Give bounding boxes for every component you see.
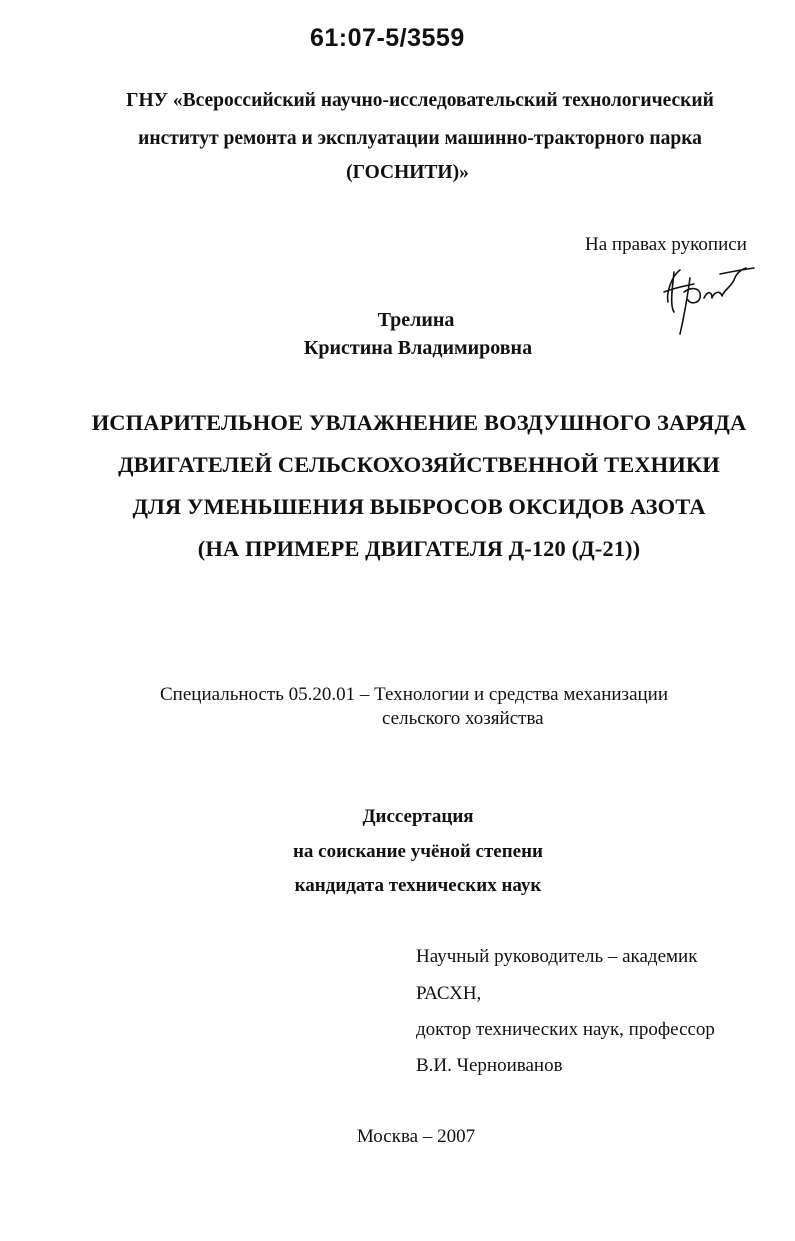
catalog-number: 61:07-5/3559	[310, 24, 465, 52]
supervisor-line-3: доктор технических наук, профессор	[416, 1019, 715, 1040]
institution-line-1: ГНУ «Всероссийский научно-исследовательский технологический	[126, 90, 714, 111]
author-given-names: Кристина Владимировна	[303, 337, 533, 359]
city-year: Москва – 2007	[356, 1126, 476, 1147]
title-line-2: ДВИГАТЕЛЕЙ СЕЛЬСКОХОЗЯЙСТВЕННОЙ ТЕХНИКИ	[118, 452, 720, 477]
title-line-1: ИСПАРИТЕЛЬНОЕ УВЛАЖНЕНИЕ ВОЗДУШНОГО ЗАРЯДА	[91, 410, 747, 435]
rights-note: На правах рукописи	[585, 234, 747, 255]
title-line-3: ДЛЯ УМЕНЬШЕНИЯ ВЫБРОСОВ ОКСИДОВ АЗОТА	[132, 494, 706, 519]
institution-line-2: институт ремонта и эксплуатации машинно-тракторного парка	[138, 128, 702, 149]
supervisor-line-2: РАСХН,	[416, 983, 482, 1004]
supervisor-name: В.И. Черноиванов	[416, 1055, 563, 1076]
dissertation-degree-line: на соискание учёной степени	[292, 841, 543, 862]
dissertation-degree-name: кандидата технических наук	[294, 875, 542, 896]
title-line-4: (НА ПРИМЕРЕ ДВИГАТЕЛЯ Д-120 (Д-21))	[197, 536, 641, 561]
specialty-line-1: Специальность 05.20.01 – Технологии и средства механизации	[160, 684, 668, 705]
author-surname: Трелина	[377, 309, 455, 331]
supervisor-line-1: Научный руководитель – академик	[416, 946, 698, 967]
dissertation-label: Диссертация	[362, 806, 474, 827]
institution-line-3: (ГОСНИТИ)»	[346, 162, 469, 183]
specialty-line-2: сельского хозяйства	[382, 708, 544, 729]
